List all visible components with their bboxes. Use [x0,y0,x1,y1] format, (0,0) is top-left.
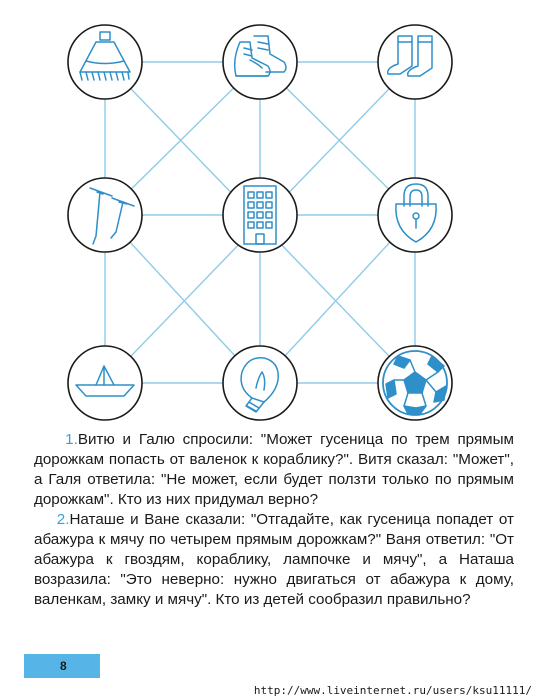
node-lampshade [68,25,142,99]
task-2-number: 2. [56,511,70,528]
node-nails [68,178,142,252]
task-1 [34,430,514,510]
ball-icon [383,351,447,415]
page-number-tab [24,654,100,678]
task-2-text: Наташе и Ване сказали: "Отгадайте, как гусеница попадет от абажура к мячу по четырем прямым дорожкам?" Ваня ответил: "От абажура к гвоздям, кораблику, лампочке и мячу", а Наташа возразила: "Это неверно: нужно двигаться от абажура к дому, валенкам, замку и мячу". Кто из детей сообразил правильно? [34,511,514,608]
source-url: http://www.liveinternet.ru/users/ksu11111/ [253,684,532,697]
node-felt-boots [378,25,452,99]
task-1-text: Витю и Галю спросили: "Может гусеница по трем прямым дорожкам попасть от валенок к кораблику?". Витя сказал: "Может", а Галя ответила: "Не может, если будет ползти только по прямым дорожкам". Кто из них придумал верно? [34,431,514,508]
task-text [34,430,514,610]
node-house [223,178,297,252]
node-boat [68,346,142,420]
task-1-number: 1. [65,431,78,448]
page-number: 8 [60,659,67,673]
task-2 [34,510,514,610]
